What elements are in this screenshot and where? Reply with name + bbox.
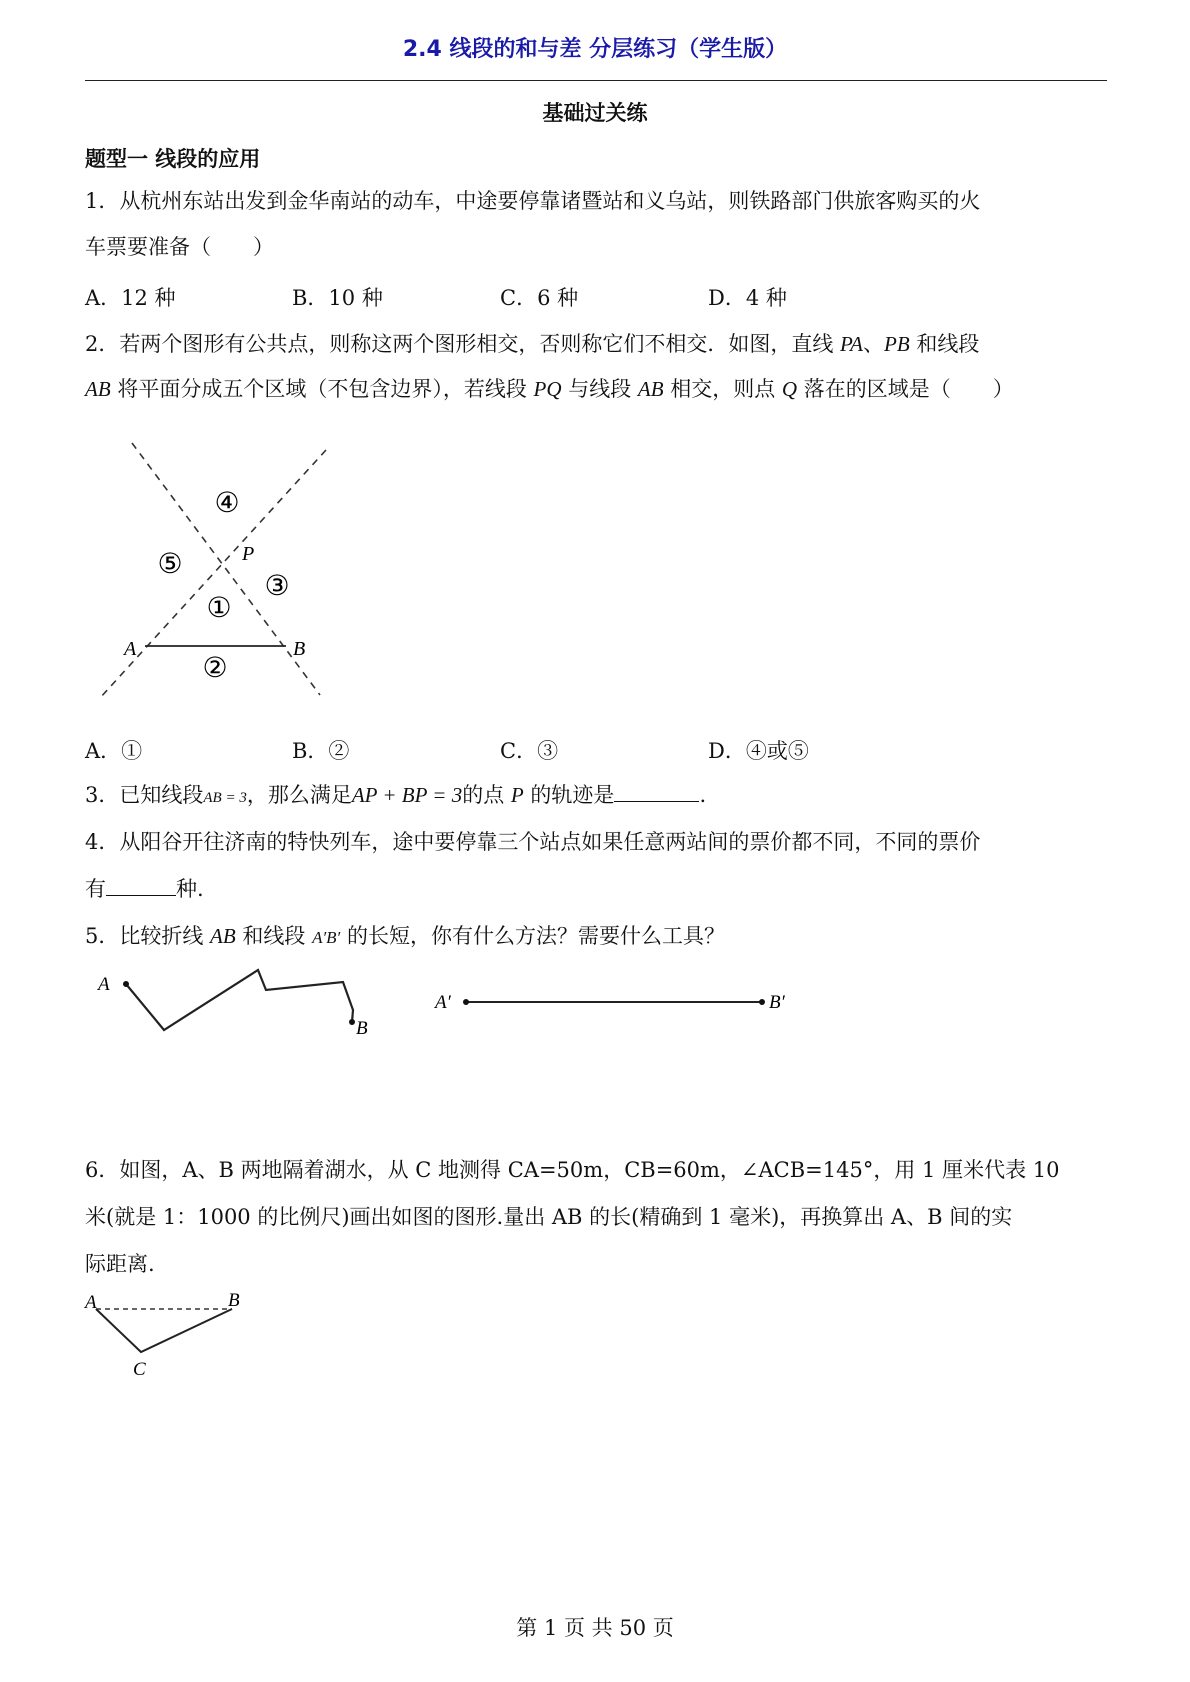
q3-line	[85, 780, 706, 813]
q2-text: 与线段	[561, 377, 638, 401]
segment-b2-label: B′	[769, 992, 785, 1013]
q1-option-d: D．4 种	[708, 286, 787, 310]
q5-line	[85, 921, 725, 953]
q1-option-c: C．6 种	[500, 286, 579, 310]
q3-text: 3．已知线段	[85, 783, 204, 807]
q6-point-b-label: B	[228, 1290, 240, 1311]
region-5-label: ⑤	[157, 549, 183, 580]
q2-pb: PB	[884, 332, 910, 356]
q1-line-2: 车票要准备（ ）	[85, 235, 274, 259]
q3-answer-blank[interactable]	[614, 781, 699, 802]
q2-text: 将平面分成五个区域（不包含边界），若线段	[110, 377, 534, 401]
point-a2	[463, 999, 469, 1005]
region-3-label: ③	[264, 571, 290, 602]
q6-figure	[80, 1288, 260, 1388]
q2-pq: PQ	[533, 377, 562, 401]
q3-cond-ab: AB = 3	[203, 790, 247, 806]
q5-text: 和线段	[235, 924, 313, 948]
q4-line-1: 4．从阳谷开往济南的特快列车，途中要停靠三个站点如果任意两站间的票价都不同，不同的票价	[85, 830, 981, 854]
q5-text: 的长短，你有什么方法？需要什么工具？	[340, 924, 725, 948]
q1-line-1: 1．从杭州东站出发到金华南站的动车，中途要停靠诸暨站和义乌站，则铁路部门供旅客购买的火	[85, 189, 981, 213]
q3-text: 的轨迹是	[523, 783, 615, 807]
q2-text: 2．若两个图形有公共点，则称这两个图形相交，否则称它们不相交．如图，直线	[85, 332, 841, 356]
q3-cond-apbp: AP + BP = 3	[351, 783, 463, 807]
q3-text: 的点	[462, 783, 511, 807]
page-title: 2.4 线段的和与差 分层练习（学生版）	[402, 37, 788, 62]
q6-line-2: 米(就是 1：1000 的比例尺)画出如图的图形.量出 AB 的长(精确到 1 毫米)，再换算出 A、B 间的实	[85, 1205, 1013, 1229]
q4-text: 种.	[176, 877, 204, 901]
q3-end: .	[699, 783, 707, 807]
q2-text: 和线段	[909, 332, 980, 356]
point-a-label: A	[124, 638, 137, 660]
q2-option-a: A．①	[85, 739, 143, 763]
polyline-a-label: A	[98, 974, 110, 995]
q3-p: P	[510, 783, 524, 807]
q4-line-2	[85, 874, 204, 904]
header-divider	[85, 80, 1107, 81]
point-b-label: B	[293, 638, 306, 660]
question-type-title: 题型一 线段的应用	[85, 147, 261, 171]
q2-q: Q	[781, 377, 798, 401]
q4-text: 有	[85, 877, 106, 901]
q3-text: ，那么满足	[246, 783, 352, 807]
segment-a2-label: A′	[435, 992, 451, 1013]
q5-apbp: A′B′	[312, 928, 341, 947]
q2-figure	[90, 435, 350, 705]
point-b2	[759, 999, 765, 1005]
q2-ab: AB	[85, 377, 111, 401]
q2-option-b: B．②	[292, 739, 350, 763]
q6-line-3: 际距离.	[85, 1252, 155, 1276]
q2-option-d: D．④或⑤	[708, 739, 809, 763]
q2-ab: AB	[637, 377, 664, 401]
q2-pa: PA	[840, 332, 863, 356]
q5-figure	[90, 962, 810, 1040]
q2-line-1	[85, 329, 979, 359]
q2-text: 落在的区域是（ ）	[797, 377, 1014, 401]
q2-option-c: C．③	[500, 739, 559, 763]
polyline-ab	[126, 970, 353, 1030]
q2-line-2	[85, 374, 1014, 404]
point-a	[123, 981, 129, 987]
q1-option-a: A．12 种	[85, 286, 176, 310]
point-p-label: P	[242, 543, 255, 565]
q6-point-a-label: A	[85, 1292, 97, 1313]
q4-answer-blank[interactable]	[106, 875, 176, 896]
page-number: 第 1 页 共 50 页	[516, 1616, 674, 1640]
q2-text: 相交，则点	[663, 377, 782, 401]
polyline-b-label: B	[356, 1018, 368, 1039]
point-b	[349, 1019, 355, 1025]
q6-line-1: 6．如图，A、B 两地隔着湖水，从 C 地测得 CA=50m，CB=60m，∠ACB=145°，用 1 厘米代表 10	[85, 1158, 1060, 1182]
path-acb	[96, 1309, 232, 1352]
region-4-label: ④	[214, 488, 240, 519]
q5-ab: AB	[210, 924, 236, 948]
q1-option-b: B．10 种	[292, 286, 383, 310]
section-title: 基础过关练	[542, 101, 648, 125]
q6-point-c-label: C	[133, 1359, 146, 1380]
region-1-label: ①	[206, 593, 232, 624]
q2-sep: 、	[863, 332, 884, 356]
q5-text: 5．比较折线	[85, 924, 211, 948]
region-2-label: ②	[202, 653, 228, 684]
